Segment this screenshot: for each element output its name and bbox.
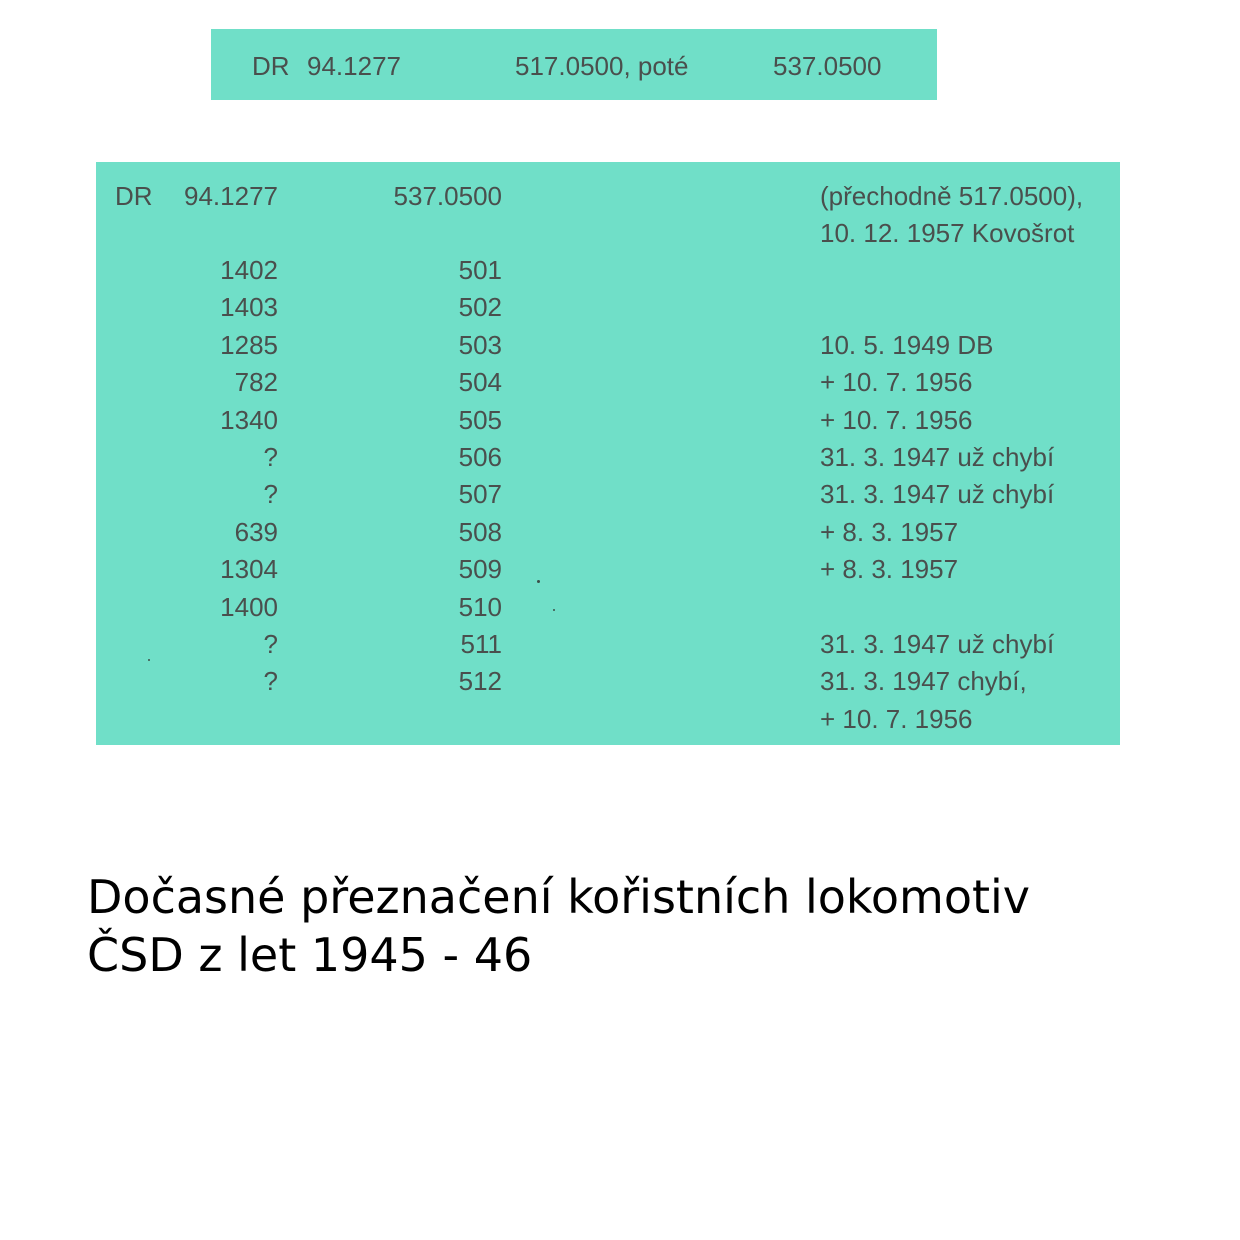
row-note: 31. 3. 1947 už chybí <box>820 442 1055 472</box>
table-header-row-continued <box>96 215 1120 252</box>
row-old-number: ? <box>263 479 278 510</box>
header-note: (přechodně 517.0500), <box>820 181 1084 211</box>
strip-original-number: 94.1277 <box>307 51 401 81</box>
row-old-number: ? <box>263 442 278 472</box>
row-new-number: 501 <box>458 255 502 285</box>
row-note: 31. 3. 1947 už chybí <box>820 479 1055 510</box>
table-row <box>96 589 1120 626</box>
row-old-number: ? <box>263 666 278 697</box>
row-old-number: 1400 <box>220 591 278 622</box>
table-row <box>96 514 1120 551</box>
caption-line-2: ČSD z let 1945 - 46 <box>87 928 533 982</box>
row-old-number: 1340 <box>220 404 278 435</box>
row-new-number: 507 <box>458 479 502 510</box>
row-new-number: 506 <box>458 442 502 472</box>
print-speck <box>537 580 540 583</box>
row-old-number: ? <box>263 629 278 659</box>
table-row <box>96 364 1120 401</box>
header-old-number: 94.1277 <box>184 181 278 211</box>
header-new-number: 537.0500 <box>393 181 502 211</box>
header-prefix: DR <box>115 181 153 211</box>
row-new-number: 509 <box>458 554 502 585</box>
row-old-number: 1304 <box>220 554 278 585</box>
row-note: 31. 3. 1947 už chybí <box>820 629 1055 659</box>
strip-final-number: 537.0500 <box>773 51 882 81</box>
print-speck <box>553 609 555 611</box>
row-note: + 8. 3. 1957 <box>820 516 959 547</box>
row-old-number: 1402 <box>220 255 278 285</box>
strip-interim-number: 517.0500, poté <box>515 51 689 81</box>
table-row <box>96 439 1120 476</box>
renumbering-table <box>96 162 1120 745</box>
row-new-number: 512 <box>458 666 502 697</box>
row-old-number: 1285 <box>220 329 278 360</box>
table-row <box>96 626 1120 663</box>
last-note: + 10. 7. 1956 <box>820 704 973 734</box>
row-old-number: 639 <box>234 516 278 547</box>
table-row <box>96 252 1120 289</box>
row-new-number: 505 <box>458 404 502 435</box>
row-new-number: 510 <box>458 591 502 622</box>
table-row <box>96 327 1120 364</box>
strip-prefix: DR <box>252 51 290 81</box>
row-old-number: 1403 <box>220 292 278 323</box>
table-row <box>96 551 1120 588</box>
row-note: + 10. 7. 1956 <box>820 404 973 435</box>
figure-caption <box>87 868 1167 984</box>
row-new-number: 508 <box>458 516 502 547</box>
row-new-number: 503 <box>458 329 502 360</box>
row-note: 31. 3. 1947 chybí, <box>820 666 1027 697</box>
row-new-number: 502 <box>458 292 502 323</box>
row-note: 10. 5. 1949 DB <box>820 329 994 360</box>
header-note-continued: 10. 12. 1957 Kovošrot <box>820 218 1075 248</box>
row-new-number: 504 <box>458 367 502 398</box>
row-note: + 10. 7. 1956 <box>820 367 973 398</box>
renumbering-summary-strip <box>211 29 937 100</box>
print-speck <box>148 659 150 661</box>
table-row <box>96 476 1120 513</box>
table-last-note-row <box>96 701 1120 738</box>
row-new-number: 511 <box>460 629 502 659</box>
table-row <box>96 402 1120 439</box>
table-header-row <box>96 178 1120 215</box>
row-note: + 8. 3. 1957 <box>820 554 959 585</box>
table-row <box>96 289 1120 326</box>
row-old-number: 782 <box>234 367 278 398</box>
table-row <box>96 663 1120 700</box>
caption-line-1: Dočasné přeznačení kořistních lokomotiv <box>87 870 1031 924</box>
